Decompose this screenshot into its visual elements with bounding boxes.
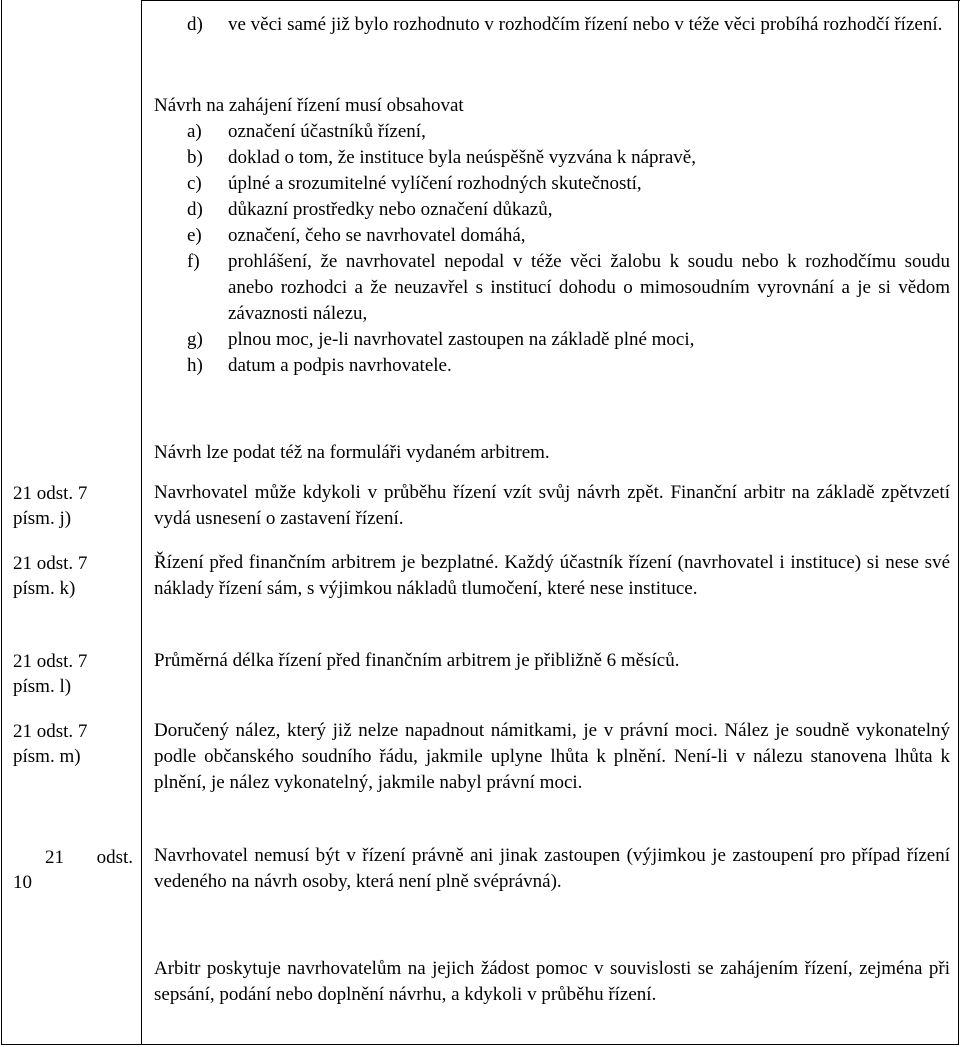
requirements-block (154, 93, 950, 379)
paragraph-finding: Doručený nález, který již nelze napadnout námitkami, je v právní moci. Nález je soudně vykonatelný podle občanského soudního řádu, jakmile uplyne lhůta k plnění. Není-li v nálezu stanovena lhůta k plnění, je nález vykonatelný, jakmile nabyl právní moci. (154, 720, 950, 793)
paragraph-withdraw: Navrhovatel může kdykoli v průběhu řízení vzít svůj návrh zpět. Finanční arbitr na základě zpětvzetí vydá usnesení o zastavení řízení. (154, 482, 950, 529)
paragraph-assistance: Arbitr poskytuje navrhovatelům na jejich žádost pomoc v souvislosti se zahájením řízení, zejména při sepsání, podání nebo doplnění návrhu, a kdykoli v průběhu řízení. (154, 958, 950, 1005)
list-item: a) označení účastníků řízení, (187, 121, 426, 142)
list-item: f) prohlášení, že navrhovatel nepodal v téže věci žalobu k soudu nebo k rozhodčímu soudu anebo rozhodci a že neuzavřel s institucí dohodu o mimosoudním vyrovnání a je si vědom závaznosti nálezu, (187, 251, 950, 324)
paragraph-representation: Navrhovatel nemusí být v řízení právně ani jinak zastoupen (výjimkou je zastoupení pro případ řízení vedeného na návrh osoby, která není plně svéprávná). (154, 845, 950, 892)
paragraph-duration: Průměrná délka řízení před finančním arbitrem je přibližně 6 měsíců. (154, 650, 680, 671)
list-text: ve věci samé již bylo rozhodnuto v rozhodčím řízení nebo v téže věci probíhá rozhodčí řízení. (228, 14, 943, 35)
side-ref: 21 odst. 7 písm. l) (13, 651, 88, 697)
top-border (141, 0, 960, 1)
list-item: g) plnou moc, je-li navrhovatel zastoupen na základě plné moci, (187, 329, 695, 350)
list-item: e) označení, čeho se navrhovatel domáhá, (187, 225, 526, 246)
list-item: d) důkazní prostředky nebo označení důkazů, (187, 199, 553, 220)
requirements-heading: Návrh na zahájení řízení musí obsahovat (154, 95, 464, 116)
list-item: c) úplné a srozumitelné vylíčení rozhodných skutečností, (187, 173, 642, 194)
list-marker: d) (187, 14, 203, 35)
side-ref: 21 odst. 10 (13, 847, 133, 893)
side-ref: 21 odst. 7 písm. m) (13, 721, 88, 767)
paragraph-form: Návrh lze podat též na formuláři vydaném arbitrem. (154, 442, 550, 463)
column-divider (141, 0, 142, 1045)
list-item (154, 12, 950, 38)
side-ref: 21 odst. 7 písm. j) (13, 483, 88, 529)
side-ref: 21 odst. 7 písm. k) (13, 553, 88, 599)
paragraph-free: Řízení před finančním arbitrem je bezplatné. Každý účastník řízení (navrhovatel i instituce) si nese své náklady řízení sám, s výjimkou nákladů tlumočení, které nese instituce. (154, 552, 950, 599)
list-item: b) doklad o tom, že instituce byla neúspěšně vyzvána k nápravě, (187, 147, 696, 168)
list-item: h) datum a podpis navrhovatele. (187, 355, 452, 376)
